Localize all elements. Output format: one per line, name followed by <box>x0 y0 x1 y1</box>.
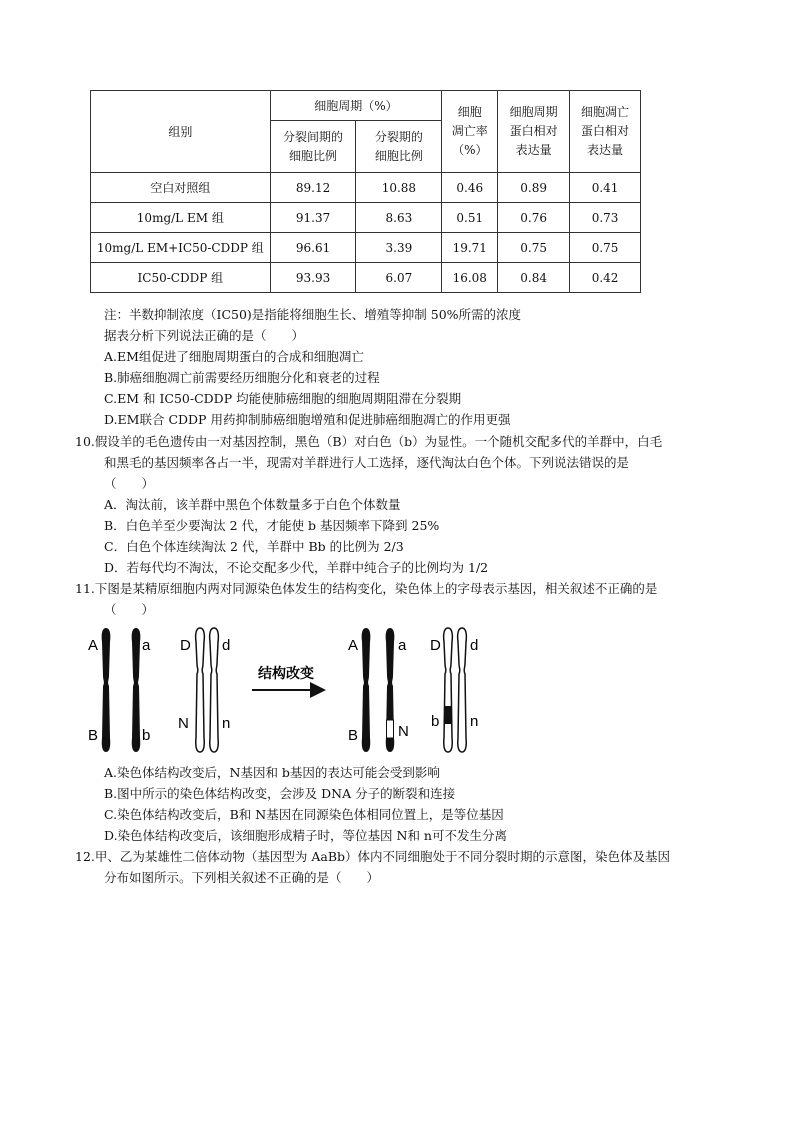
header-cycle-protein <box>498 91 570 173</box>
gene-label-a: a <box>398 637 407 654</box>
answer-blank: （ ） <box>104 602 155 617</box>
question-stem-cont: 和黑毛的基因频率各占一半，现需对羊群进行人工选择，逐代淘汰白色个体。下列说法错误的是 <box>104 455 630 470</box>
cell-interphase: 93.93 <box>270 263 356 293</box>
gene-label-B: B <box>348 727 359 744</box>
cell-mitosis: 8.63 <box>356 203 442 233</box>
gene-label-b: b <box>142 727 151 744</box>
cell-apop-protein: 0.41 <box>570 173 641 203</box>
option-a: A．淘汰前，该羊群中黑色个体数量多于白色个体数量 <box>104 497 401 512</box>
cell-cycle-protein: 0.89 <box>498 173 570 203</box>
answer-blank: （ ） <box>104 476 155 491</box>
header-cycle-protein-line3: 表达量 <box>515 143 552 157</box>
gene-label-d: d <box>470 637 479 654</box>
gene-label-n: n <box>470 713 479 730</box>
chromosome-A-B-after <box>362 628 371 752</box>
gene-label-N: N <box>398 723 409 740</box>
chromosome-D-N <box>196 628 205 752</box>
cell-group: IC50-CDDP 组 <box>91 263 271 293</box>
option-d: D.EM联合 CDDP 用药抑制肺癌细胞增殖和促进肺癌细胞凋亡的作用更强 <box>104 412 511 427</box>
option-b: B.图中所示的染色体结构改变，会涉及 DNA 分子的断裂和连接 <box>104 786 456 801</box>
cell-cycle-protein: 0.76 <box>498 203 570 233</box>
cell-apop-protein: 0.73 <box>570 203 641 233</box>
cell-group: 空白对照组 <box>91 173 271 203</box>
chromosome-D-b-after <box>444 628 453 752</box>
gene-label-N: N <box>178 715 189 732</box>
chromosome-d-n-after <box>458 628 467 752</box>
question-stem: 10.假设羊的毛色遗传由一对基因控制，黑色（B）对白色（b）为显性。一个随机交配多代的羊群中，白毛 <box>75 434 663 449</box>
header-interphase-line1: 分裂间期的 <box>283 129 344 144</box>
cell-apoptosis: 0.51 <box>442 203 498 233</box>
header-group: 组别 <box>91 91 271 173</box>
header-interphase <box>270 121 356 173</box>
header-apoptosis <box>442 91 498 173</box>
header-apoptosis-line1: 细胞 <box>457 105 482 119</box>
header-apop-protein-line2: 蛋白相对 <box>581 124 630 138</box>
gene-label-b: b <box>431 713 440 730</box>
table-row <box>91 203 641 233</box>
cell-cycle-protein: 0.84 <box>498 263 570 293</box>
gene-label-D: D <box>430 637 441 654</box>
cell-interphase: 96.61 <box>270 233 356 263</box>
option-a: A.EM组促进了细胞周期蛋白的合成和细胞凋亡 <box>104 349 364 364</box>
option-c: C.EM 和 IC50-CDDP 均能使肺癌细胞的细胞周期阻滞在分裂期 <box>104 391 462 406</box>
cell-apoptosis: 19.71 <box>442 233 498 263</box>
header-apoptosis-line2: 凋亡率 <box>451 124 488 138</box>
gene-label-A: A <box>348 637 359 654</box>
chromosome-d-n <box>210 628 219 752</box>
option-d: D．若每代均不淘汰，不论交配多少代，羊群中纯合子的比例均为 1/2 <box>104 560 489 575</box>
arrow-label: 结构改变 <box>258 665 314 681</box>
header-apop-protein-line1: 细胞凋亡 <box>581 105 630 119</box>
header-apop-protein <box>570 91 641 173</box>
option-b: B.肺癌细胞凋亡前需要经历细胞分化和衰老的过程 <box>104 370 380 385</box>
option-c: C.染色体结构改变后，B和 N基因在同源染色体相同位置上，是等位基因 <box>104 807 504 822</box>
header-mitosis-line1: 分裂期的 <box>374 129 423 144</box>
option-b: B．白色羊至少要淘汰 2 代，才能使 b 基因频率下降到 25% <box>104 518 440 533</box>
table-row <box>91 233 641 263</box>
cell-group: 10mg/L EM 组 <box>91 203 271 233</box>
chromosome-a-b <box>132 628 141 752</box>
translocated-segment-N <box>387 720 394 738</box>
table-note: 注：半数抑制浓度（IC50)是指能将细胞生长、增殖等抑制 50%所需的浓度 <box>104 307 522 322</box>
experiment-table <box>90 90 641 293</box>
table-row <box>91 263 641 293</box>
question-stem: 12.甲、乙为某雄性二倍体动物（基因型为 AaBb）体内不同细胞处于不同分裂时期的示意图，染色体及基因 <box>75 849 671 864</box>
gene-label-n: n <box>222 715 231 732</box>
question-stem: 11.下图是某精原细胞内两对同源染色体发生的结构变化，染色体上的字母表示基因，相关叙述不正确的是 <box>75 581 658 596</box>
chromosome-A-B <box>102 628 111 752</box>
header-mitosis-line2: 细胞比例 <box>374 148 423 163</box>
gene-label-d: d <box>222 637 231 654</box>
cell-mitosis: 3.39 <box>356 233 442 263</box>
cell-mitosis: 6.07 <box>356 263 442 293</box>
header-apoptosis-line3: （%） <box>452 143 488 157</box>
cell-apoptosis: 0.46 <box>442 173 498 203</box>
question-stem-cont: 分布如图所示。下列相关叙述不正确的是（ ） <box>104 870 380 885</box>
option-c: C．白色个体连续淘汰 2 代，羊群中 Bb 的比例为 2/3 <box>104 539 404 554</box>
translocated-segment-b <box>445 706 452 724</box>
header-mitosis <box>356 121 442 173</box>
header-cycle-protein-line1: 细胞周期 <box>509 105 558 119</box>
cell-apoptosis: 16.08 <box>442 263 498 293</box>
header-interphase-line2: 细胞比例 <box>289 148 338 163</box>
header-cycle-protein-line2: 蛋白相对 <box>509 124 558 138</box>
gene-label-A: A <box>88 637 99 654</box>
gene-label-B: B <box>88 727 99 744</box>
cell-group: 10mg/L EM+IC50-CDDP 组 <box>91 233 271 263</box>
cell-apop-protein: 0.42 <box>570 263 641 293</box>
chromosome-diagram <box>80 620 500 760</box>
question-stem: 据表分析下列说法正确的是（ ） <box>104 328 305 343</box>
cell-mitosis: 10.88 <box>356 173 442 203</box>
header-cell-cycle: 细胞周期（%） <box>270 91 442 121</box>
table-row <box>91 173 641 203</box>
cell-interphase: 91.37 <box>270 203 356 233</box>
header-apop-protein-line3: 表达量 <box>587 143 624 157</box>
cell-interphase: 89.12 <box>270 173 356 203</box>
option-d: D.染色体结构改变后，该细胞形成精子时，等位基因 N和 n可不发生分离 <box>104 828 507 843</box>
gene-label-a: a <box>142 637 151 654</box>
option-a: A.染色体结构改变后，N基因和 b基因的表达可能会受到影响 <box>104 765 440 780</box>
gene-label-D: D <box>180 637 191 654</box>
cell-cycle-protein: 0.75 <box>498 233 570 263</box>
table-header-row <box>91 91 641 121</box>
cell-apop-protein: 0.75 <box>570 233 641 263</box>
